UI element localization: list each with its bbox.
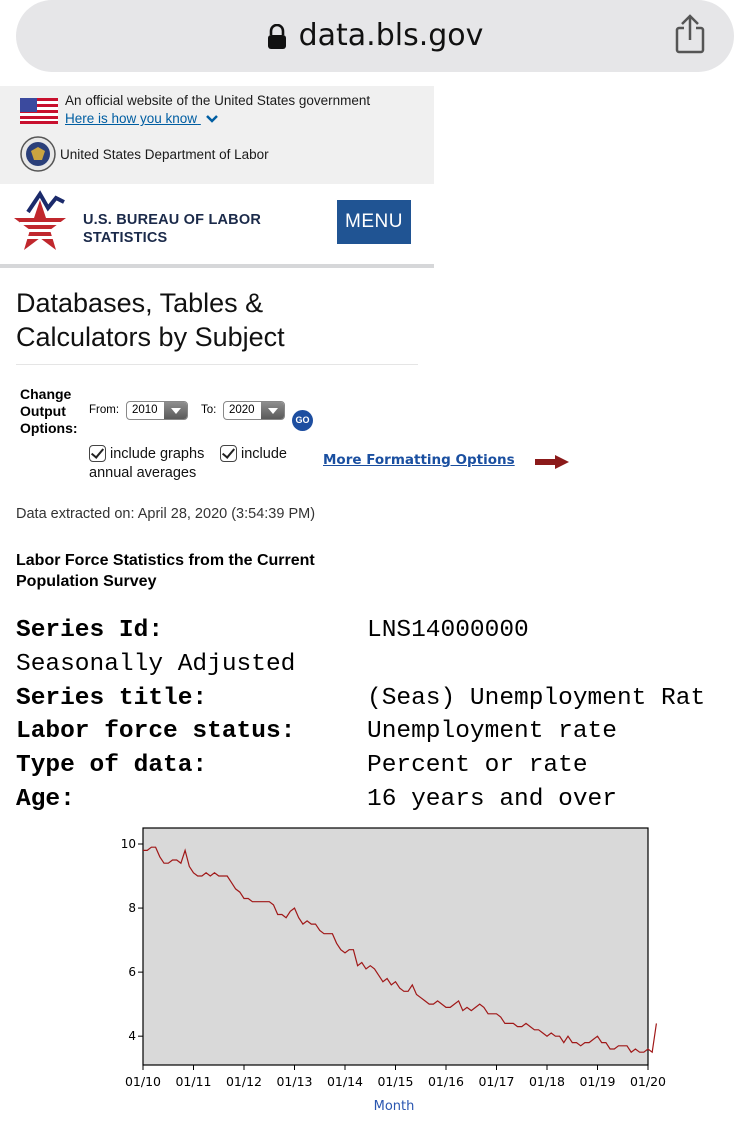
how-you-know-label: Here is how you know — [65, 111, 198, 126]
y-tick-label: 6 — [128, 965, 136, 980]
survey-title: Labor Force Statistics from the Current Population Survey — [16, 552, 315, 590]
how-you-know-link[interactable] — [65, 111, 219, 126]
department-name: United States Department of Labor — [60, 147, 269, 162]
labor-force-status-value: Unemployment rate — [367, 718, 617, 745]
x-tick-label: 01/14 — [326, 1074, 364, 1089]
official-site-text: An official website of the United States government — [65, 93, 371, 108]
y-tick-label: 10 — [120, 837, 136, 852]
series-title-value: (Seas) Unemployment Rat — [367, 685, 706, 712]
x-tick-label: 01/17 — [478, 1074, 515, 1089]
output-options-label-line2: Output — [20, 403, 66, 419]
type-of-data-label: Type of data: — [16, 752, 208, 779]
url-display[interactable] — [16, 18, 734, 53]
include-annual-averages-checkbox[interactable] — [220, 445, 237, 462]
series-title-label: Series title: — [16, 685, 208, 712]
from-year-select[interactable] — [126, 401, 188, 420]
chevron-down-icon — [205, 114, 219, 124]
gov-banner — [0, 86, 434, 184]
x-tick-label: 01/20 — [629, 1074, 667, 1089]
type-of-data-value: Percent or rate — [367, 752, 588, 779]
series-id-label: Series Id: — [16, 617, 164, 644]
age-label: Age: — [16, 786, 75, 813]
to-year-value: 2020 — [229, 404, 255, 416]
to-year-select[interactable] — [223, 401, 285, 420]
x-tick-label: 01/11 — [175, 1074, 212, 1089]
more-formatting-options-link[interactable]: More Formatting Options — [323, 452, 515, 468]
series-id-value: LNS14000000 — [367, 617, 529, 644]
include-graphs-checkbox[interactable] — [89, 445, 106, 462]
dol-seal-icon — [20, 136, 56, 172]
page-title-line1: Databases, Tables & — [16, 288, 264, 318]
x-tick-label: 01/18 — [528, 1074, 566, 1089]
page-title — [16, 286, 426, 354]
menu-button[interactable]: MENU — [337, 200, 411, 244]
site-header — [0, 184, 434, 268]
output-options-label-line3: Options: — [20, 420, 78, 436]
x-tick-label: 01/15 — [377, 1074, 414, 1089]
bureau-name[interactable] — [83, 211, 261, 247]
us-flag-icon — [20, 98, 58, 124]
unemployment-chart — [0, 820, 750, 1140]
arrow-right-icon[interactable] — [535, 455, 569, 469]
x-tick-label: 01/12 — [225, 1074, 263, 1089]
go-button[interactable]: GO — [292, 410, 313, 431]
bureau-name-line1: U.S. BUREAU OF LABOR — [83, 212, 261, 228]
address-bar[interactable] — [16, 0, 734, 72]
from-label: From: — [89, 404, 120, 416]
lock-icon — [267, 24, 287, 50]
bureau-name-line2: STATISTICS — [83, 230, 168, 246]
bls-logo-icon[interactable] — [12, 190, 76, 254]
from-year-value: 2010 — [132, 404, 158, 416]
to-label: To: — [201, 404, 217, 416]
output-options-label-line1: Change — [20, 386, 72, 402]
x-tick-label: 01/16 — [427, 1074, 465, 1089]
y-axis — [121, 837, 143, 1043]
x-tick-label: 01/19 — [579, 1074, 616, 1089]
page-title-line2: Calculators by Subject — [16, 322, 285, 352]
share-icon[interactable] — [672, 14, 708, 56]
include-graphs-label: include graphs — [110, 446, 205, 462]
seasonal-adjustment: Seasonally Adjusted — [16, 651, 296, 678]
dropdown-arrow-icon — [164, 402, 187, 419]
include-annual-label: include — [241, 446, 287, 462]
y-tick-label: 4 — [128, 1029, 136, 1044]
labor-force-status-label: Labor force status: — [16, 718, 296, 745]
data-extracted-timestamp: Data extracted on: April 28, 2020 (3:54:39 PM) — [16, 506, 316, 522]
y-tick-label: 8 — [128, 901, 136, 916]
url-text: data.bls.gov — [298, 18, 484, 53]
dropdown-arrow-icon — [261, 402, 284, 419]
age-value: 16 years and over — [367, 786, 617, 813]
divider — [16, 364, 418, 365]
annual-averages-label: annual averages — [89, 465, 197, 481]
x-axis-title: Month — [373, 1099, 415, 1114]
output-options-label — [20, 386, 78, 437]
x-tick-label: 01/10 — [124, 1074, 162, 1089]
plot-area — [143, 828, 648, 1065]
x-axis — [125, 1065, 666, 1089]
x-tick-label: 01/13 — [276, 1074, 313, 1089]
